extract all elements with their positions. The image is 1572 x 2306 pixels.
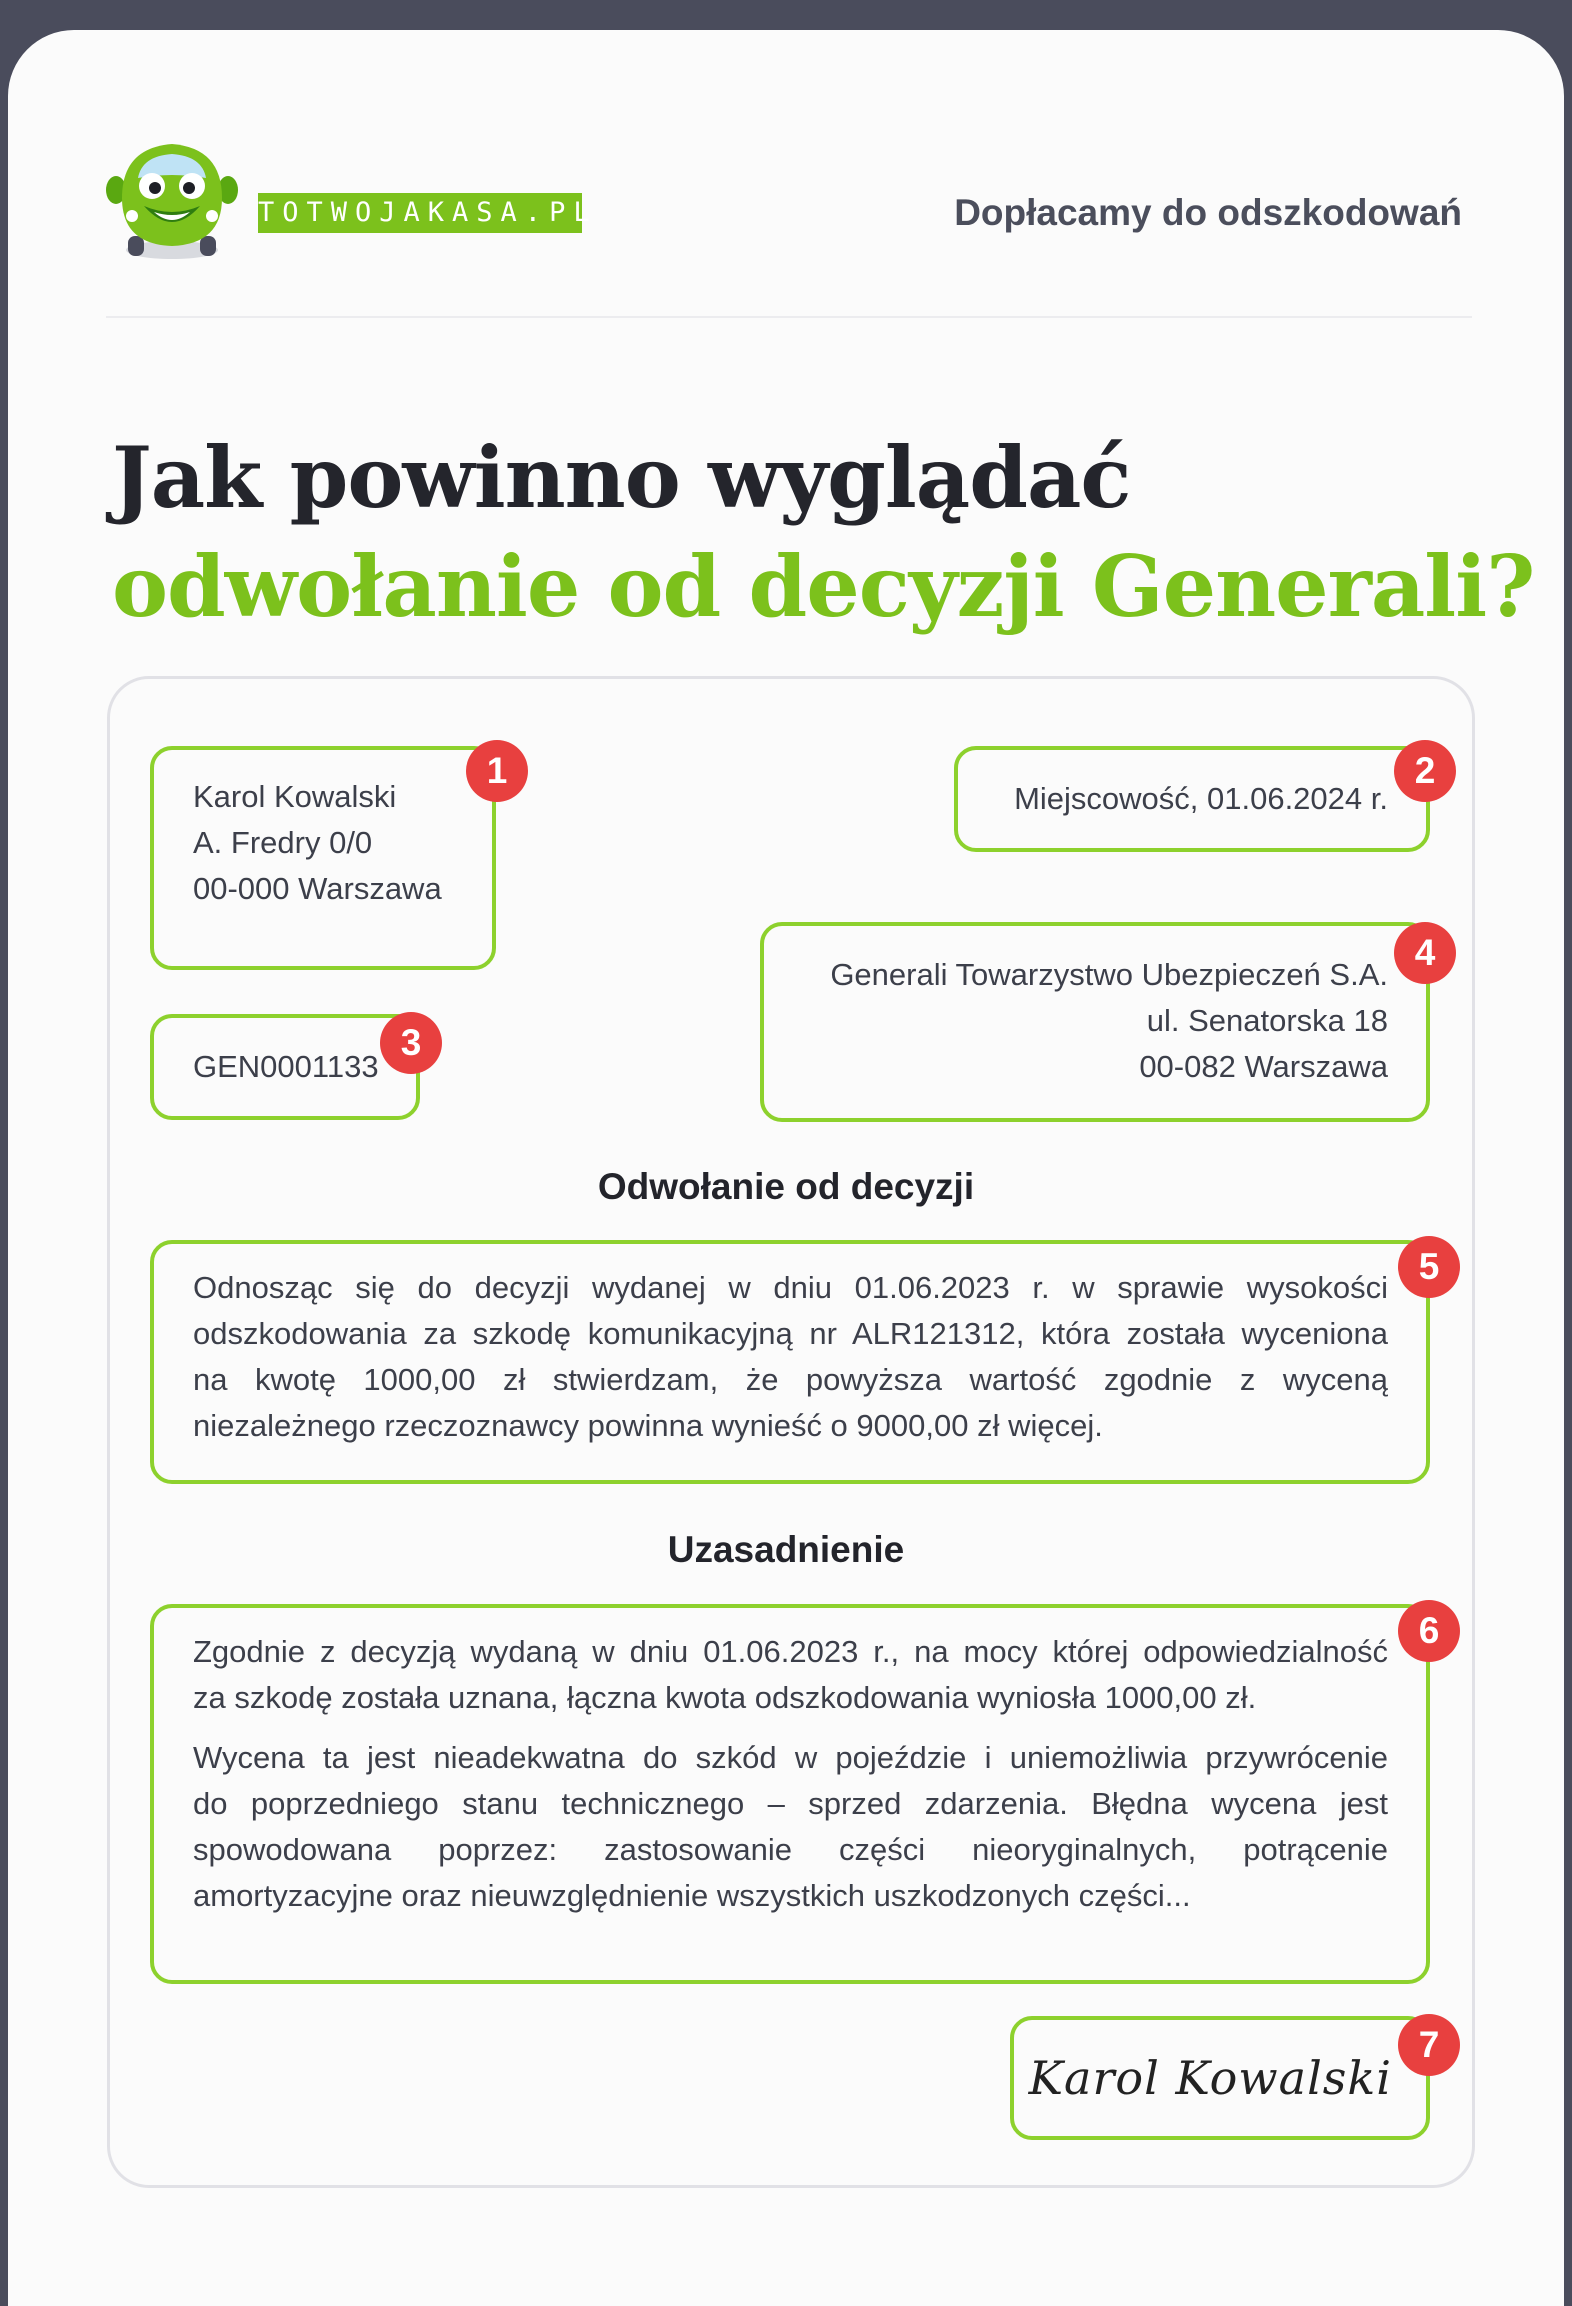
appeal-line: na kwotę 1000,00 zł stwierdzam, że powyższa wartość zgodnie z wyceną [193, 1362, 1388, 1397]
step-badge-2: 2 [1394, 740, 1456, 802]
recipient-city: 00-082 Warszawa [1139, 1049, 1388, 1084]
brand-logo-text: TOTWOJAKASA.PL [258, 193, 582, 233]
step-badge-4: 4 [1394, 922, 1456, 984]
tagline: Dopłacamy do odszkodowań [954, 192, 1462, 233]
step-badge-5: 5 [1398, 1236, 1460, 1298]
place-date-box [954, 746, 1430, 852]
page-title-line-2: odwołanie od decyzji Generali? [112, 537, 1535, 636]
signature-text: Karol Kowalski [1028, 2051, 1392, 2105]
infographic-card [8, 30, 1564, 2306]
justification-heading: Uzasadnienie [667, 1529, 905, 1570]
place-date-text: Miejscowość, 01.06.2024 r. [1014, 781, 1388, 816]
recipient-address-box [760, 922, 1430, 1122]
appeal-text-box [150, 1240, 1430, 1484]
justification-line: amortyzacyjne oraz nieuwzględnienie wszystkich uszkodzonych części... [193, 1878, 1191, 1913]
appeal-line: odszkodowania za szkodę komunikacyjną nr ALR121312, która została wyceniona [193, 1316, 1388, 1351]
claim-number-box [150, 1014, 420, 1120]
sender-name: Karol Kowalski [193, 779, 397, 814]
step-badge-3: 3 [380, 1012, 442, 1074]
sender-street: A. Fredry 0/0 [193, 825, 373, 860]
step-badge-1: 1 [466, 740, 528, 802]
justification-line: spowodowana poprzez: zastosowanie części nieoryginalnych, potrącenie [193, 1832, 1388, 1867]
sender-city: 00-000 Warszawa [193, 871, 442, 906]
justification-line: za szkodę została uznana, łączna kwota odszkodowania wyniosła 1000,00 zł. [193, 1680, 1257, 1715]
recipient-street: ul. Senatorska 18 [1146, 1003, 1388, 1038]
page-title-line-1: Jak powinno wyglądać [112, 428, 1131, 527]
step-badge-6: 6 [1398, 1600, 1460, 1662]
recipient-name: Generali Towarzystwo Ubezpieczeń S.A. [830, 957, 1388, 992]
appeal-heading: Odwołanie od decyzji [597, 1166, 975, 1207]
sender-address-box [150, 746, 496, 970]
claim-number-text: GEN0001133 [193, 1049, 379, 1084]
header-divider [106, 316, 1472, 318]
paragraph-gap [193, 1721, 1388, 1735]
justification-line: Wycena ta jest nieadekwatna do szkód w pojeździe i uniemożliwia przywrócenie [193, 1740, 1388, 1775]
green-car-mascot-icon [102, 128, 242, 268]
justification-text-box [150, 1604, 1430, 1984]
step-badge-7: 7 [1398, 2014, 1460, 2076]
justification-line: Zgodnie z decyzją wydaną w dniu 01.06.2023 r., na mocy której odpowiedzialność [193, 1634, 1388, 1669]
appeal-line: niezależnego rzeczoznawcy powinna wynieść o 9000,00 zł więcej. [193, 1408, 1103, 1443]
appeal-line: Odnosząc się do decyzji wydanej w dniu 01.06.2023 r. w sprawie wysokości [193, 1270, 1388, 1305]
justification-line: do poprzedniego stanu technicznego – sprzed zdarzenia. Błędna wycena jest [193, 1786, 1388, 1821]
signature-box [1010, 2016, 1430, 2140]
